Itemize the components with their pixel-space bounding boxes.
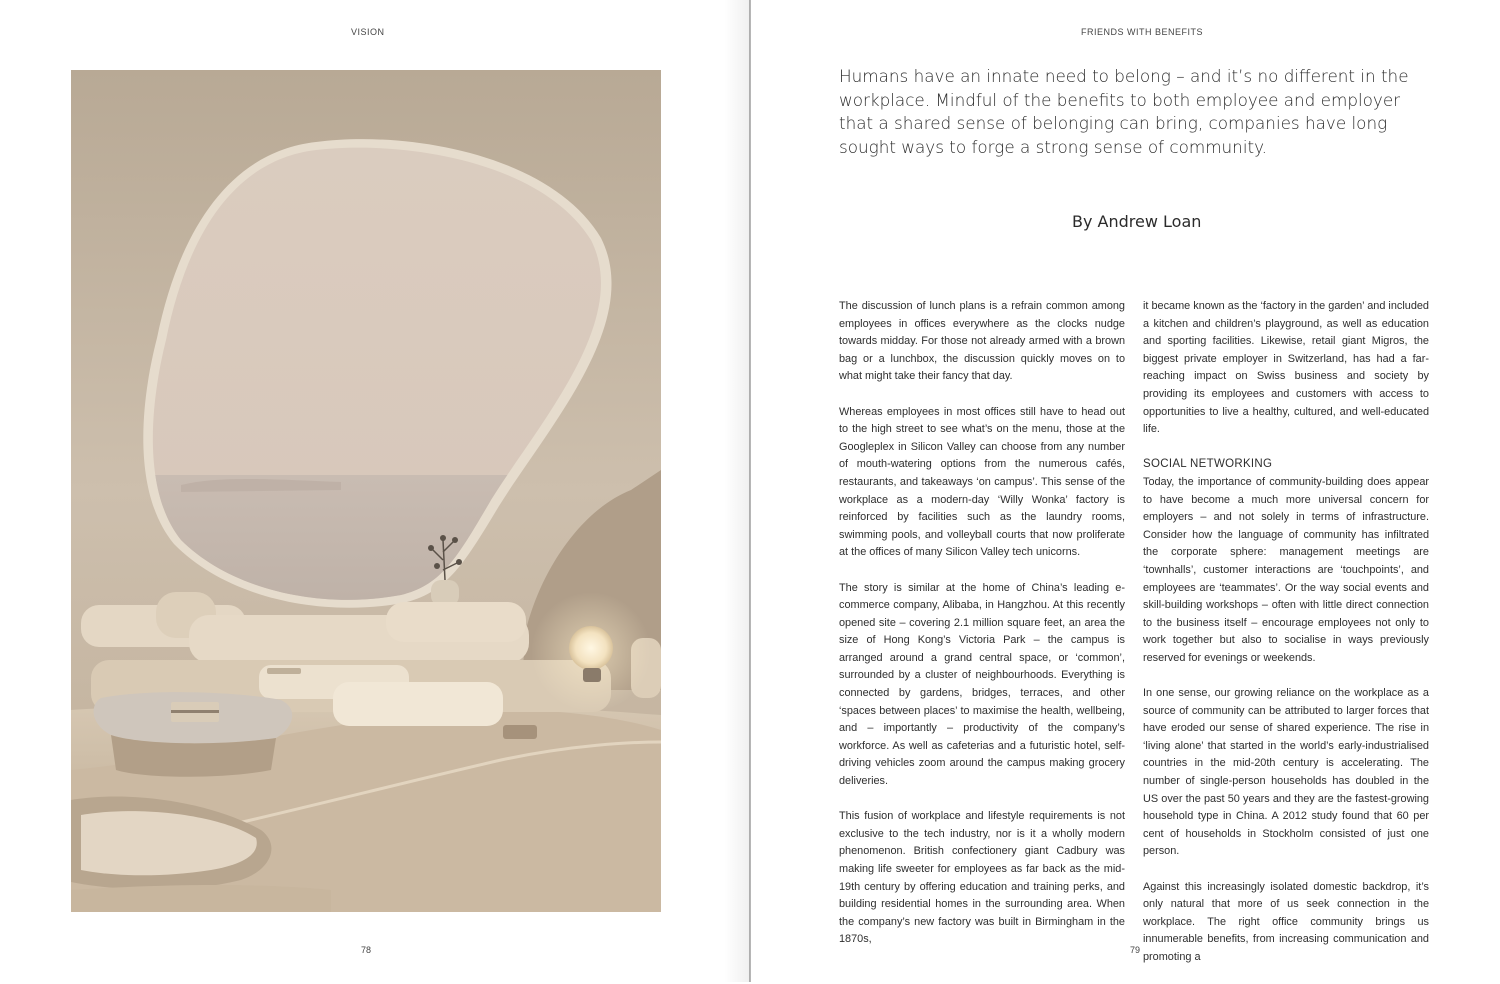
lounge-illustration (71, 70, 661, 912)
running-head: VISION (351, 27, 385, 37)
running-head: FRIENDS WITH BENEFITS (1081, 27, 1204, 37)
lamp-icon (531, 592, 651, 712)
gutter-shadow (724, 0, 749, 982)
article-deck: Humans have an innate need to belong – and it’s no different in the workplace. Mindful of the benefits to both employee and employer that a shared sense of belonging can bring, companies have long sought ways to forge a strong sense of community. (839, 66, 1409, 157)
text-column-2 (1143, 298, 1429, 984)
text-column-1 (839, 298, 1125, 967)
paragraph: The story is similar at the home of China’s leading e-commerce company, Alibaba, in Hangzhou. At this recently opened site – covering 2.1 million square feet, an area the size of Hong Kong’s Victoria Park – the campus is arranged around a grand central space, or ‘common’, surrounded by a cluster of neighbourhoods. Everything is connected by gardens, bridges, terraces, and other ‘spaces between places’ to maximise the health, wellbeing, and – importantly – productivity of the company’s workforce. As well as cafeterias and a futuristic hotel, self-driving vehicles zoom around the campus making grocery deliveries. (839, 581, 1125, 788)
author-byline: By Andrew Loan (1072, 212, 1202, 231)
interior-photo (71, 70, 661, 912)
paragraph: The discussion of lunch plans is a refrain common among employees in offices everywhere as the clocks nudge towards midday. For those not already armed with a brown bag or a lunchbox, the discussion quickly moves on to what might take their fancy that day. (839, 300, 1125, 383)
paragraph: it became known as the ‘factory in the garden’ and included a kitchen and children’s playground, as well as education and sporting facilities. Likewise, retail giant Migros, the biggest private employer in Switzerland, has had a far-reaching impact on Swiss business and society by providing its employees and customers with access to opportunities to live a healthy, cultured, and well-educated life. (1143, 300, 1429, 436)
paragraph: Against this increasingly isolated domestic backdrop, it’s only natural that more of us seek connection in the workplace. The right office community brings us innumerable benefits, from increasing communication and promoting a (1143, 880, 1429, 963)
left-page (0, 0, 749, 982)
page-number: 79 (1130, 945, 1141, 955)
right-page (751, 0, 1500, 982)
page-number: 78 (361, 945, 372, 955)
paragraph: Whereas employees in most offices still have to head out to the high street to see what’s on the menu, those at the Googleplex in Silicon Valley can choose from any number of mouth-watering options from the numerous cafés, restaurants, and takeaways ‘on campus’. This sense of the workplace as a modern-day ‘Willy Wonka’ factory is reinforced by facilities such as the laundry rooms, swimming pools, and volleyball courts that now proliferate at the offices of many Silicon Valley tech unicorns. (839, 405, 1125, 559)
paragraph: In one sense, our growing reliance on the workplace as a source of community can be attributed to larger forces that have eroded our sense of shared experience. The rise in ‘living alone’ that started in the world’s early-industrialised countries in the mid-20th century is accelerating. The number of single-person households has doubled in the US over the past 50 years and they are the fastest-growing household type in China. A 2012 study found that 60 per cent of households in Stockholm consisted of just one person. (1143, 687, 1429, 858)
paragraph: Today, the importance of community-building does appear to have become a much more universal concern for employers – and not solely in terms of infrastructure. Consider how the language of community has infiltrated the corporate sphere: management meetings are ‘townhalls’, customer interactions are ‘touchpoints’, and employees are ‘teammates’. Or the way social events and skill-building workshops – often with little direct connection to the business itself – encourage employees not only to work together but also to socialise in ways previously reserved for evenings or weekends. (1143, 475, 1429, 664)
paragraph: This fusion of workplace and lifestyle requirements is not exclusive to the tech industry, nor is it a wholly modern phenomenon. British confectionery giant Cadbury was making life sweeter for employees as far back as the mid-19th century by offering education and training perks, and building residential homes in the surrounding area. When the company’s new factory was built in Birmingham in the 1870s, (839, 810, 1125, 946)
section-subhead: SOCIAL NETWORKING (1143, 458, 1273, 471)
